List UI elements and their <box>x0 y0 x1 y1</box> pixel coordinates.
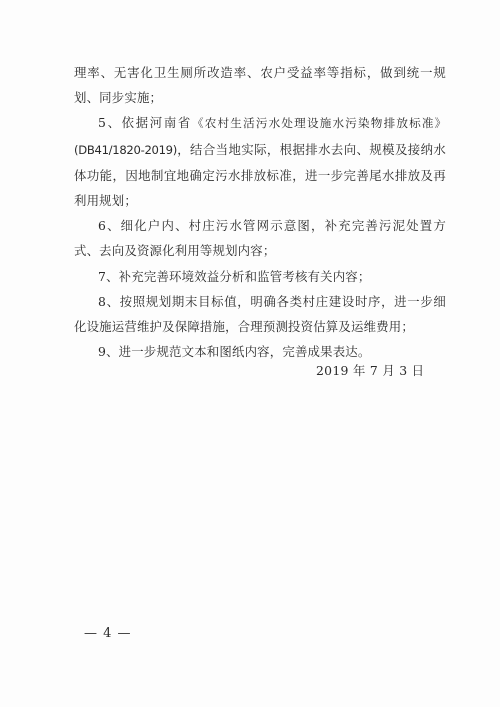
item-5-prefix: 5、依据河南省 <box>98 115 192 131</box>
paragraph-item-6: 6、细化户内、村庄污水管网示意图，补充完善污泥处置方式、去向及资源化利用等规划内容； <box>74 218 446 259</box>
paragraph-item-5 <box>74 110 446 213</box>
paragraph-item-7: 7、补充完善环境效益分析和监管考核有关内容； <box>98 268 371 284</box>
paragraph-continued: 理率、无害化卫生厕所改造率、农户受益率等指标，做到统一规划、同步实施； <box>74 65 446 106</box>
document-date: 2019 年 7 月 3 日 <box>316 363 425 378</box>
standard-reference: 《农村生活污水处理设施水污染物排放标准》(DB41/1820-2019) <box>74 116 446 157</box>
page-number: — 4 — <box>84 626 132 641</box>
paragraph-item-9: 9、进一步规范文本和图纸内容，完善成果表达。 <box>98 344 371 360</box>
paragraph-item-8: 8、按照规划期末目标值，明确各类村庄建设时序，进一步细化设施运营维护及保障措施，合理预测投资估算及运维费用； <box>74 293 446 335</box>
document-body <box>74 60 446 364</box>
item-5-suffix: ，结合当地实际，根据排水去向、规模及接纳水体功能，因地制宜地确定污水排放标准，进一步完善尾水排放及再利用规划； <box>74 141 446 209</box>
